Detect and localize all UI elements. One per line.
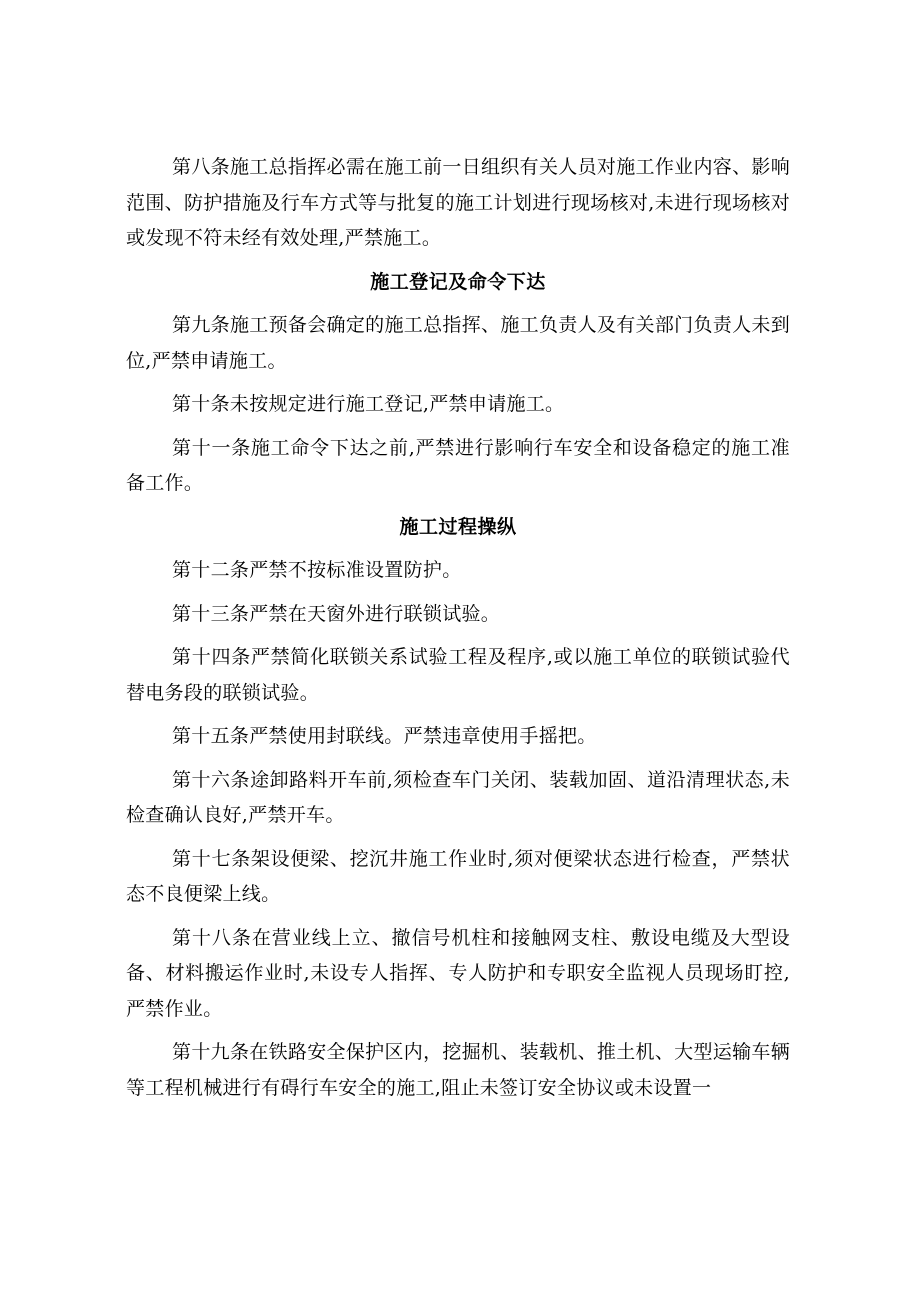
article-19: 第十九条在铁路安全保护区内，挖掘机、装载机、推土机、大型运输车辆等工程机械进行有碍行车安全的施工,阻止未签订安全协议或未设置一 [126,1041,790,1099]
section-heading-registration: 施工登记及命令下达 [370,270,546,293]
section-heading-process: 施工过程操纵 [399,515,517,538]
article-12: 第十二条严禁不按标准设置防护。 [172,559,462,581]
article-16: 第十六条途卸路料开车前,须检查车门关闭、装载加固、道沿清理状态,未检查确认良好,严禁开车。 [126,768,790,826]
article-8: 第八条施工总指挥必需在施工前一日组织有关人员对施工作业内容、影响范围、防护措施及行车方式等与批复的施工计划进行现场核对,未进行现场核对或发现不符未经有效处理,严禁施工。 [126,156,790,249]
article-14: 第十四条严禁简化联锁关系试验工程及程序,或以施工单位的联锁试验代替电务段的联锁试验。 [126,646,790,704]
article-11: 第十一条施工命令下达之前,严禁进行影响行车安全和设备稳定的施工准备工作。 [126,436,790,494]
article-9: 第九条施工预备会确定的施工总指挥、施工负责人及有关部门负责人未到位,严禁申请施工。 [126,314,790,372]
document-body [126,150,790,1114]
article-17: 第十七条架设便梁、挖沉井施工作业时,须对便梁状态进行检查，严禁状态不良便梁上线。 [126,847,790,905]
article-18: 第十八条在营业线上立、撤信号机柱和接触网支柱、敷设电缆及大型设备、材料搬运作业时,未设专人指挥、专人防护和专职安全监视人员现场盯控,严禁作业。 [126,926,790,1020]
article-10: 第十条未按规定进行施工登记,严禁申请施工。 [172,393,565,415]
article-15: 第十五条严禁使用封联线。严禁违章使用手摇把。 [172,725,597,747]
article-13: 第十三条严禁在天窗外进行联锁试验。 [172,602,501,625]
